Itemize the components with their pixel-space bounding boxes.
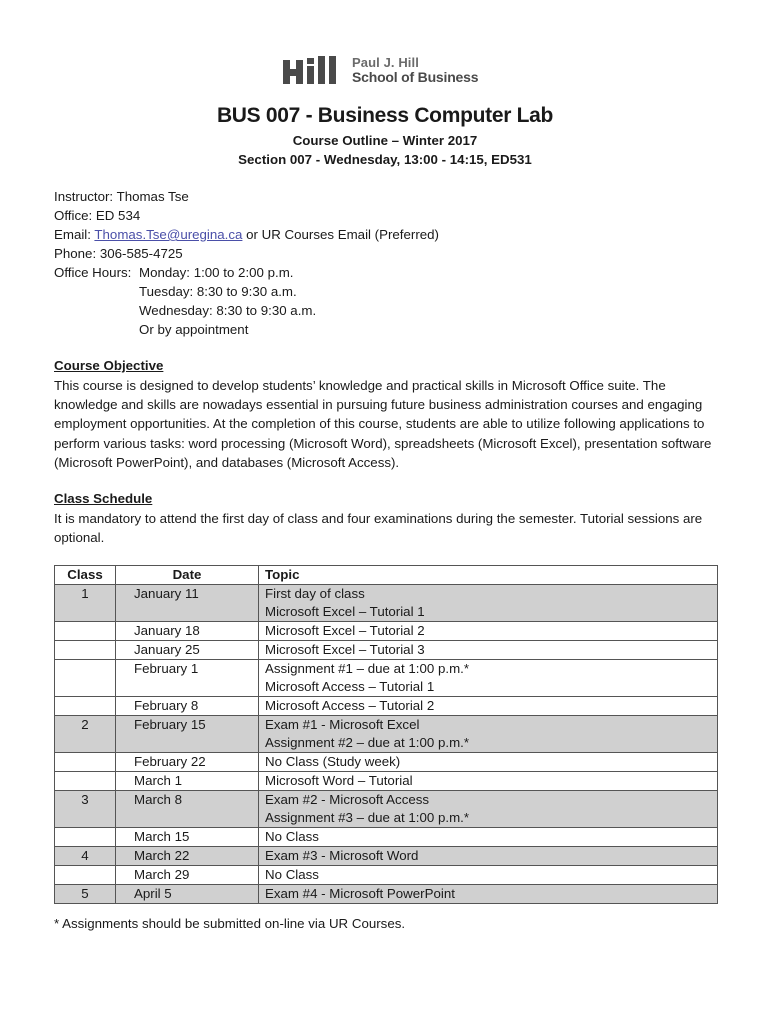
email-line bbox=[54, 227, 439, 242]
cell-date: January 11 bbox=[116, 585, 259, 622]
cell-class bbox=[55, 772, 116, 791]
topic-line: Assignment #2 – due at 1:00 p.m.* bbox=[265, 735, 470, 750]
table-row bbox=[55, 641, 718, 660]
cell-date: January 18 bbox=[116, 622, 259, 641]
cell-topic bbox=[259, 622, 718, 641]
cell-class bbox=[55, 660, 116, 697]
header-date: Date bbox=[116, 566, 259, 585]
cell-topic bbox=[259, 791, 718, 828]
cell-class: 2 bbox=[55, 716, 116, 753]
table-row bbox=[55, 828, 718, 847]
topic-line: First day of class bbox=[265, 586, 365, 601]
topic-line: Exam #4 - Microsoft PowerPoint bbox=[265, 886, 455, 901]
topic-line: Microsoft Excel – Tutorial 1 bbox=[265, 604, 425, 619]
cell-class bbox=[55, 828, 116, 847]
cell-topic bbox=[259, 885, 718, 904]
cell-date: April 5 bbox=[116, 885, 259, 904]
table-row bbox=[55, 772, 718, 791]
logo-line2: School of Business bbox=[352, 69, 479, 85]
cell-class: 3 bbox=[55, 791, 116, 828]
table-row bbox=[55, 697, 718, 716]
subtitle-section: Section 007 - Wednesday, 13:00 - 14:15, ED531 bbox=[238, 152, 532, 167]
school-logo bbox=[283, 54, 478, 86]
cell-class: 1 bbox=[55, 585, 116, 622]
cell-topic bbox=[259, 866, 718, 885]
cell-date: February 8 bbox=[116, 697, 259, 716]
cell-topic bbox=[259, 641, 718, 660]
office-hours-item: Tuesday: 8:30 to 9:30 a.m. bbox=[139, 284, 297, 299]
office-hours-item: Wednesday: 8:30 to 9:30 a.m. bbox=[139, 303, 317, 318]
email-link[interactable]: Thomas.Tse@uregina.ca bbox=[94, 227, 243, 242]
cell-class bbox=[55, 622, 116, 641]
topic-line: Assignment #1 – due at 1:00 p.m.* bbox=[265, 661, 470, 676]
topic-line: No Class (Study week) bbox=[265, 754, 401, 769]
cell-topic bbox=[259, 697, 718, 716]
topic-line: No Class bbox=[265, 829, 319, 844]
cell-date: March 29 bbox=[116, 866, 259, 885]
cell-date: March 22 bbox=[116, 847, 259, 866]
cell-date: February 1 bbox=[116, 660, 259, 697]
subtitle-term: Course Outline – Winter 2017 bbox=[292, 133, 478, 148]
topic-line: Microsoft Excel – Tutorial 2 bbox=[265, 623, 425, 638]
schedule-heading: Class Schedule bbox=[54, 491, 153, 506]
cell-date: February 15 bbox=[116, 716, 259, 753]
cell-date: March 8 bbox=[116, 791, 259, 828]
cell-date: March 1 bbox=[116, 772, 259, 791]
cell-date: March 15 bbox=[116, 828, 259, 847]
instructor-line: Instructor: Thomas Tse bbox=[54, 189, 189, 204]
topic-line: No Class bbox=[265, 867, 319, 882]
email-prefix: Email: bbox=[54, 227, 95, 242]
topic-line: Exam #1 - Microsoft Excel bbox=[265, 717, 420, 732]
header-class: Class bbox=[55, 566, 116, 585]
cell-topic bbox=[259, 585, 718, 622]
cell-class bbox=[55, 753, 116, 772]
footnote: * Assignments should be submitted on-line via UR Courses. bbox=[54, 916, 406, 931]
cell-topic bbox=[259, 828, 718, 847]
objective-text: This course is designed to develop students’ knowledge and practical skills in Microsoft Office suite. The knowledge and skills are nowadays essential in pursuing future business administration courses and engaging employment opportunities. At the completion of this course, students are able to utilize following applications to perform various tasks: word processing (Microsoft Word), spreadsheets (Microsoft Excel), presentation software (Microsoft PowerPoint), and databases (Microsoft Access). bbox=[54, 378, 712, 470]
hill-logo-icon bbox=[283, 56, 345, 84]
topic-line: Microsoft Access – Tutorial 1 bbox=[265, 679, 435, 694]
topic-line: Exam #3 - Microsoft Word bbox=[265, 848, 419, 863]
office-hours-label: Office Hours: bbox=[54, 265, 132, 280]
topic-line: Microsoft Excel – Tutorial 3 bbox=[265, 642, 425, 657]
office-hours-item: Or by appointment bbox=[139, 322, 249, 337]
cell-topic bbox=[259, 716, 718, 753]
cell-class: 4 bbox=[55, 847, 116, 866]
phone-line: Phone: 306-585-4725 bbox=[54, 246, 183, 261]
table-row bbox=[55, 791, 718, 828]
table-row bbox=[55, 716, 718, 753]
cell-class bbox=[55, 641, 116, 660]
objective-heading: Course Objective bbox=[54, 358, 164, 373]
cell-topic bbox=[259, 772, 718, 791]
schedule-text: It is mandatory to attend the first day of class and four examinations during the semester. Tutorial sessions are optional. bbox=[54, 511, 703, 546]
cell-class bbox=[55, 866, 116, 885]
table-row bbox=[55, 753, 718, 772]
table-row bbox=[55, 885, 718, 904]
office-line: Office: ED 534 bbox=[54, 208, 141, 223]
cell-date: February 22 bbox=[116, 753, 259, 772]
table-header-row bbox=[55, 566, 718, 585]
cell-class bbox=[55, 697, 116, 716]
cell-topic bbox=[259, 847, 718, 866]
table-row bbox=[55, 622, 718, 641]
cell-date: January 25 bbox=[116, 641, 259, 660]
document-title: BUS 007 - Business Computer Lab bbox=[216, 104, 554, 127]
table-row bbox=[55, 585, 718, 622]
cell-topic bbox=[259, 660, 718, 697]
topic-line: Assignment #3 – due at 1:00 p.m.* bbox=[265, 810, 470, 825]
table-row bbox=[55, 847, 718, 866]
logo-line1: Paul J. Hill bbox=[352, 55, 419, 70]
email-suffix: or UR Courses Email (Preferred) bbox=[242, 227, 439, 242]
topic-line: Microsoft Access – Tutorial 2 bbox=[265, 698, 435, 713]
cell-class: 5 bbox=[55, 885, 116, 904]
table-row bbox=[55, 660, 718, 697]
header-topic: Topic bbox=[259, 566, 718, 585]
schedule-table bbox=[54, 565, 718, 904]
topic-line: Exam #2 - Microsoft Access bbox=[265, 792, 430, 807]
topic-line: Microsoft Word – Tutorial bbox=[265, 773, 413, 788]
cell-topic bbox=[259, 753, 718, 772]
table-row bbox=[55, 866, 718, 885]
office-hours-item: Monday: 1:00 to 2:00 p.m. bbox=[139, 265, 294, 280]
